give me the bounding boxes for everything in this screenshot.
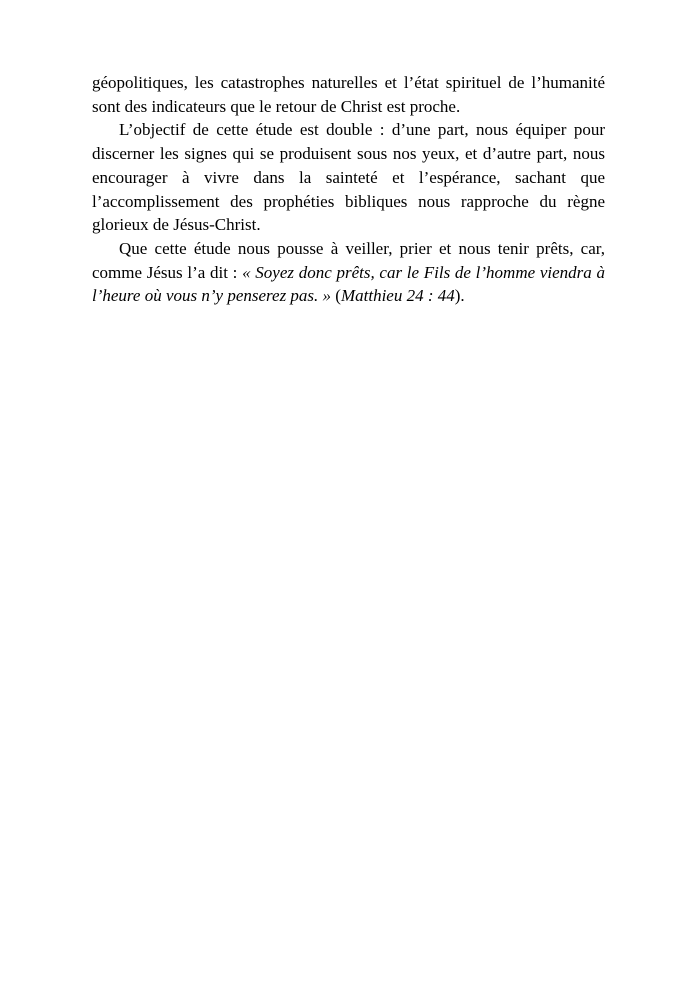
text-segment: ( bbox=[331, 286, 341, 306]
text-segment: ). bbox=[454, 286, 465, 306]
paragraph bbox=[92, 118, 605, 237]
paragraph bbox=[92, 237, 605, 308]
text-segment: géopolitiques, les catastrophes naturelles et l’état spirituel de l’humanité sont des indicateurs que le retour de Christ est proche. bbox=[92, 73, 605, 116]
paragraph bbox=[92, 71, 605, 118]
quote-italic-segment: Matthieu 24 : 44 bbox=[340, 286, 455, 306]
page-text-block bbox=[92, 71, 605, 308]
text-segment: L’objectif de cette étude est double : d’une part, nous équiper pour discerner les signes qui se produisent sous nos yeux, et d’autre part, nous encourager à vivre dans la sainteté et l’espérance, sachant que l’accomplissement des prophéties bibliques nous rapproche du règne glorieux de Jésus-Christ. bbox=[92, 120, 605, 235]
text-segment: Que cette étude nous pousse à veiller, prier et nous tenir prêts, car, comme Jésus l’a dit : bbox=[92, 238, 605, 282]
quote-italic-segment: « Soyez donc prêts, car le Fils de l’homme viendra à l’heure où vous n’y penserez pas. » bbox=[92, 262, 605, 306]
